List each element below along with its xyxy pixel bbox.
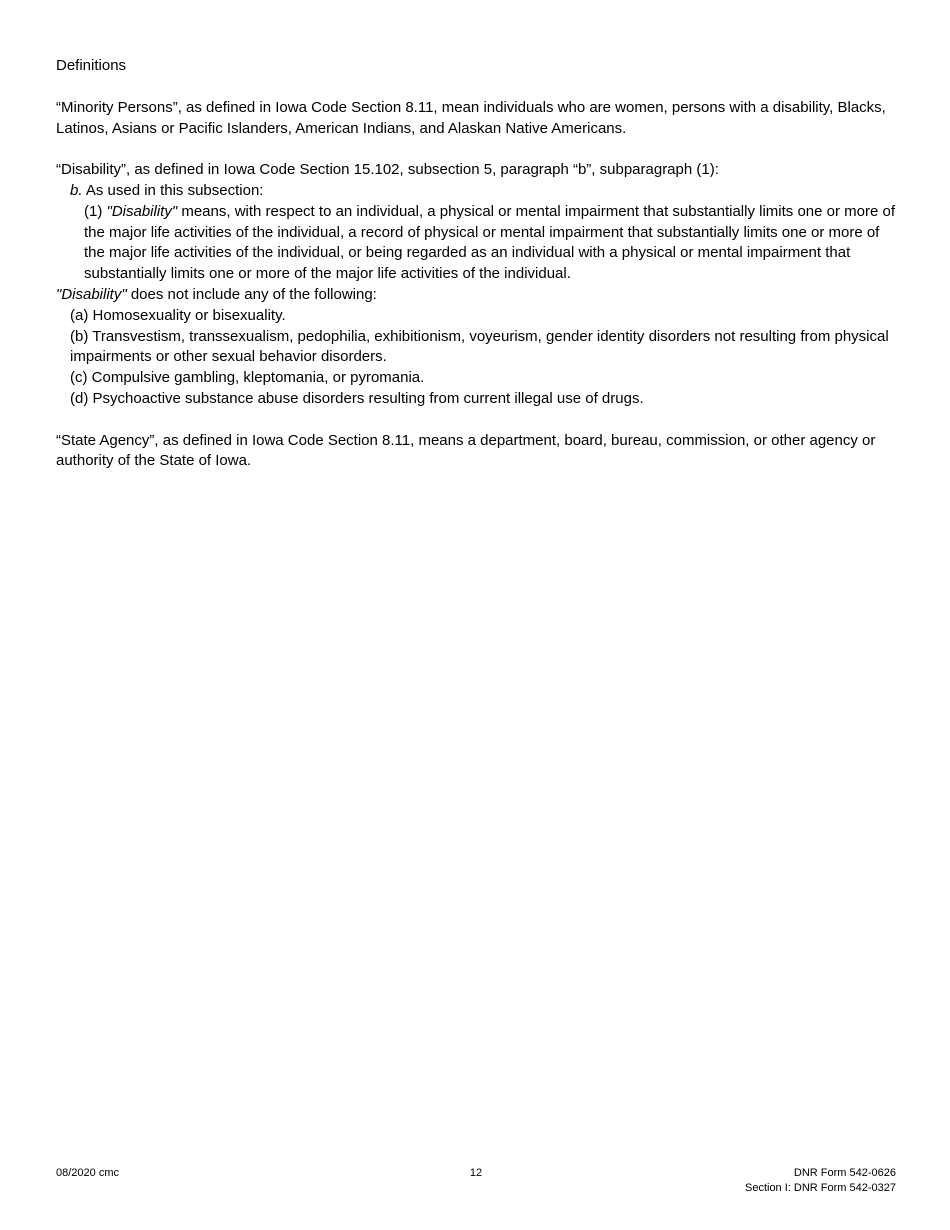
spacer <box>56 139 896 160</box>
disability-exclusions-intro <box>56 285 896 306</box>
footer-form-info <box>745 1166 896 1196</box>
subsection-b-text: As used in this subsection: <box>82 181 264 199</box>
spacer <box>56 410 896 431</box>
subsection-b-letter: b. <box>70 181 83 199</box>
footer-date-code: 08/2020 cmc <box>56 1167 119 1179</box>
exclusion-item: (b) Transvestism, transsexualism, pedophilia, exhibitionism, voyeurism, gender identity disorders not resulting from physical impairments or other sexual behavior disorders. <box>70 327 889 366</box>
footer-section-form-number: Section I: DNR Form 542-0327 <box>744 1182 896 1194</box>
subsection-b <box>56 181 896 202</box>
exclusions-term: "Disability" <box>56 285 127 303</box>
exclusion-item: (a) Homosexuality or bisexuality. <box>70 306 286 324</box>
subparagraph-1 <box>56 202 896 285</box>
disability-definition-intro: “Disability”, as defined in Iowa Code Section 15.102, subsection 5, paragraph “b”, subparagraph (1): <box>56 161 719 179</box>
section-heading: Definitions <box>56 57 127 74</box>
exclusion-item: (c) Compulsive gambling, kleptomania, or pyromania. <box>70 369 425 387</box>
footer-form-number: DNR Form 542-0626 <box>793 1167 896 1179</box>
subparagraph-1-term: "Disability" <box>106 202 178 220</box>
exclusion-item: (d) Psychoactive substance abuse disorders resulting from current illegal use of drugs. <box>70 389 644 407</box>
subparagraph-1-prefix: (1) <box>84 202 107 220</box>
exclusions-intro-text: does not include any of the following: <box>126 285 377 303</box>
minority-persons-definition: “Minority Persons”, as defined in Iowa Code Section 8.11, mean individuals who are women, persons with a disability, Blacks, Latinos, Asians or Pacific Islanders, American Indians, and Alaskan Native Americans. <box>56 98 886 137</box>
state-agency-definition: “State Agency”, as defined in Iowa Code Section 8.11, means a department, board, bureau, commission, or other agency or authority of the State of Iowa. <box>56 431 876 470</box>
subparagraph-1-text: means, with respect to an individual, a physical or mental impairment that substantially limits one or more of the major life activities of the individual, a record of physical or mental impairment that substantially limits one or more of the major life activities of the individual, or being regarded as an individual with a physical or mental impairment that substantially limits one or more of the major life activities of the individual. <box>84 202 895 283</box>
document-body <box>56 56 896 472</box>
page-number: 12 <box>469 1167 483 1179</box>
